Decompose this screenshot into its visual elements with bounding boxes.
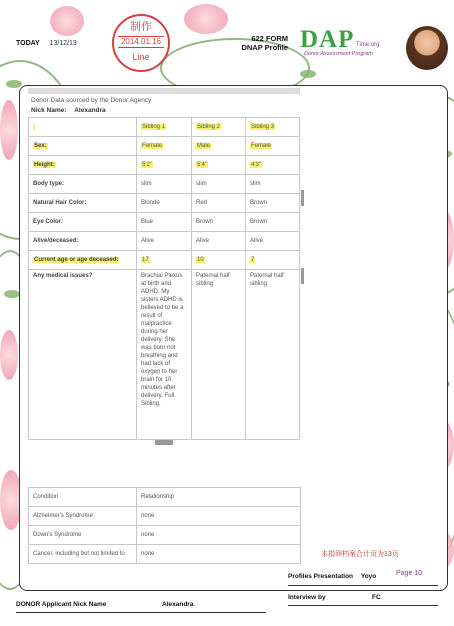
scroll-edge-marker [301, 268, 304, 284]
row-label: Any medical issues? [33, 273, 93, 279]
interview-line [288, 594, 381, 601]
cell-value: slim [141, 181, 152, 187]
row-label-cell [29, 251, 137, 270]
cell-value: 5'2" [142, 162, 152, 168]
dap-logo [300, 26, 380, 57]
condition-row [29, 507, 301, 526]
logo-main: DAP [300, 26, 355, 53]
value-cell [137, 175, 192, 194]
scroll-edge-marker [301, 190, 304, 206]
cell-value: Brachial Plexus at birth and ADHD. My sisters ADHD is believed to be a result of malpractice during her delivery. She was born not breathing and had lack of oxygen to her brain for 10 minutes after delivery. Full Sibling. [141, 273, 184, 407]
seal-date-text: 2014.01.16 [118, 36, 164, 48]
row-label-cell [29, 232, 137, 251]
cell-value: Paternal half sibling [250, 273, 284, 287]
cell-value: 7 [251, 257, 255, 263]
row-label: Alive/deceased: [33, 238, 79, 244]
cell-value: slim [196, 181, 207, 187]
value-cell [192, 137, 246, 156]
table-row [29, 137, 300, 156]
today-label: TODAY [16, 40, 40, 47]
nick-name-line [31, 107, 106, 114]
cell-value: Brown [250, 200, 268, 206]
row-label: Current age or age deceased: [34, 257, 119, 263]
nick-name-value: Alexandra [74, 107, 106, 114]
leaf-decoration [4, 290, 20, 298]
cell-value: Alive [196, 238, 210, 244]
value-cell [246, 194, 300, 213]
logo-tagline: Donor Assessment Program [304, 51, 373, 57]
page-break-tab [155, 440, 173, 445]
footer-divider [288, 605, 438, 606]
cell-value: Alive [250, 238, 264, 244]
row-label: Sex: [34, 143, 47, 149]
value-cell [246, 251, 300, 270]
table-row [29, 213, 300, 232]
cell-value: Blue [141, 219, 154, 225]
row-label: Body type: [33, 181, 65, 187]
presentation-label: Profiles Presentation [288, 573, 354, 580]
flower-decoration [50, 6, 84, 36]
cell-value: Blonde [141, 200, 160, 206]
value-cell [192, 232, 246, 251]
value-cell [137, 232, 192, 251]
condition-header-row [29, 488, 301, 507]
value-cell [137, 270, 192, 440]
sibling-table [28, 117, 300, 440]
row-label-cell [29, 137, 137, 156]
footer-divider [16, 612, 266, 613]
condition-cell: Cancer, including but not limited to [29, 545, 137, 564]
flower-decoration [184, 4, 228, 34]
row-label-cell [29, 194, 137, 213]
value-cell [192, 270, 246, 440]
value-cell [246, 137, 300, 156]
table-row [29, 194, 300, 213]
value-cell [192, 213, 246, 232]
value-cell [137, 213, 192, 232]
cell-value: 4'3" [251, 162, 261, 168]
cell-value: Red [196, 200, 208, 206]
condition-cell: Alzheimer's Syndrome [29, 507, 137, 526]
value-cell [137, 156, 192, 175]
flower-decoration [0, 100, 18, 160]
condition-cell: none [137, 545, 301, 564]
interview-label: Interview by [288, 594, 326, 601]
presentation-value: Yoyo [360, 573, 377, 580]
cell-value: 17 [142, 257, 149, 263]
value-cell [137, 251, 192, 270]
leaf-decoration [6, 80, 22, 88]
condition-row [29, 526, 301, 545]
value-cell [246, 175, 300, 194]
cell-value: Male [197, 143, 211, 149]
condition-cell: none [137, 526, 301, 545]
table-header-row [29, 118, 300, 137]
condition-table [28, 487, 301, 564]
profile-photo [406, 26, 448, 70]
flower-decoration [0, 330, 18, 380]
today-date: 13/12/13 [49, 40, 77, 47]
cell-value: Female [142, 143, 163, 149]
condition-cell: none [137, 507, 301, 526]
value-cell [246, 213, 300, 232]
cell-value: Brown [196, 219, 214, 225]
value-cell [137, 137, 192, 156]
column-header: Sibling 2 [197, 124, 221, 130]
presentation-line [288, 573, 376, 580]
form-title-line2: DNAP Profile [241, 43, 288, 52]
column-header-cell [137, 118, 192, 137]
condition-row [29, 545, 301, 564]
value-cell [246, 156, 300, 175]
cell-value: 10 [197, 257, 204, 263]
condition-cell: Relationship [137, 488, 301, 507]
value-cell [192, 251, 246, 270]
condition-cell: Down's Syndrome [29, 526, 137, 545]
cell-value: Female [251, 143, 272, 149]
table-row [29, 175, 300, 194]
row-label: Eye Color: [33, 219, 64, 225]
column-header-cell [29, 118, 137, 137]
agency-note: Donor Data sourced by the Donor Agency [31, 97, 152, 104]
table-row [29, 251, 300, 270]
cell-value: Alive [141, 238, 155, 244]
column-header [33, 124, 35, 130]
value-cell [192, 156, 246, 175]
column-header: Sibling 1 [142, 124, 166, 130]
nick-name-label: Nick Name: [31, 107, 67, 114]
column-header: Sibling 3 [251, 124, 275, 130]
value-cell [192, 194, 246, 213]
value-cell [192, 175, 246, 194]
form-title [234, 34, 288, 52]
condition-cell: Condition [29, 488, 137, 507]
cell-value: 5'4" [197, 162, 207, 168]
interview-value: FC [372, 594, 381, 601]
row-label-cell [29, 156, 137, 175]
donor-label: DONOR Applicant Nick Name [16, 601, 107, 608]
row-label: Natural Hair Color: [33, 200, 87, 206]
seal-bottom-text: Line [132, 52, 150, 62]
value-cell [246, 232, 300, 251]
row-label-cell [29, 213, 137, 232]
cell-value: Brown [250, 219, 268, 225]
value-cell [137, 194, 192, 213]
page-count-note: 本捐卵档案合计页为13页 [321, 551, 399, 558]
logo-suffix: Time.org [356, 42, 380, 48]
donor-name-line [16, 601, 194, 608]
column-header-cell [192, 118, 246, 137]
page-number: Page 10 [396, 570, 423, 577]
seal-top-text: 制作 [130, 21, 152, 33]
today-line [16, 40, 77, 47]
stamp-seal [112, 14, 170, 72]
table-row [29, 232, 300, 251]
table-row [29, 156, 300, 175]
donor-value: Alexandra [162, 601, 194, 608]
footer-divider [288, 585, 438, 586]
form-title-line1: 622 FORM [251, 34, 288, 43]
cell-value: slim [250, 181, 261, 187]
leaf-decoration [300, 70, 316, 78]
row-label-cell [29, 270, 137, 440]
medical-row [29, 270, 300, 440]
row-label: Height: [34, 162, 55, 168]
column-header-cell [246, 118, 300, 137]
row-label-cell [29, 175, 137, 194]
value-cell [246, 270, 300, 440]
cell-value: Paternal half sibling [196, 273, 230, 287]
